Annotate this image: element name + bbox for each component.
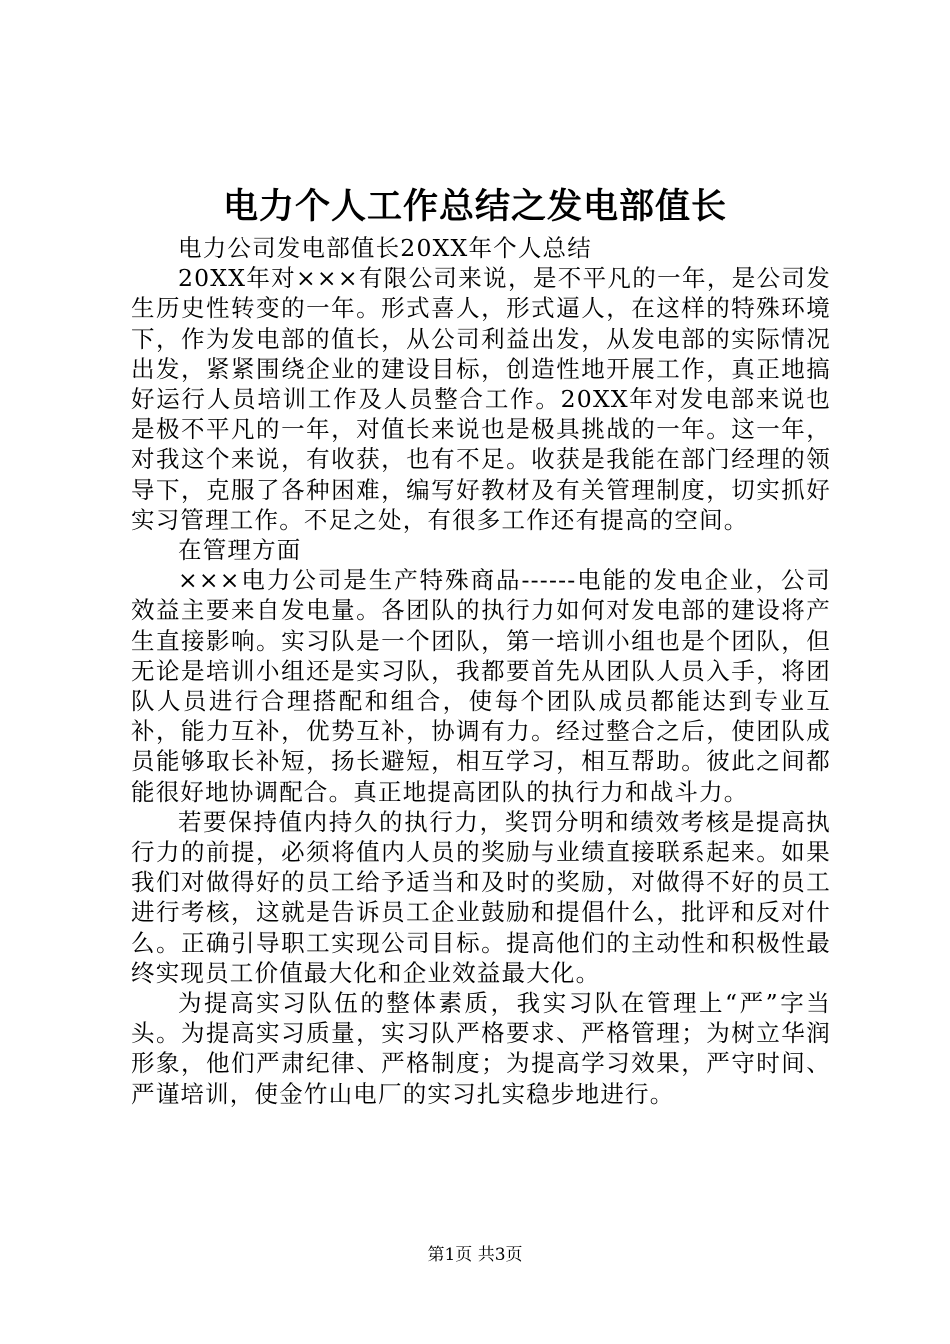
page-number-footer: 第1页 共3页 [427,1245,523,1265]
paragraph-quality: 为提高实习队伍的整体素质，我实习队在管理上“严”字当头。为提高实习质量，实习队严格要求、严格管理；为树立华润形象，他们严肃纪律、严格制度；为提高学习效果，严守时间、严谨培训，使金竹山电厂的实习扎实稳步地进行。 [131,989,831,1108]
paragraph-performance: 若要保持值内持久的执行力，奖罚分明和绩效考核是提高执行力的前提，必须将值内人员的奖励与业绩直接联系起来。如果我们对做得好的员工给予适当和及时的奖励，对做得不好的员工进行考核，这就是告诉员工企业鼓励和提倡什么，批评和反对什么。正确引导职工实现公司目标。提高他们的主动性和积极性最终实现员工价值最大化和企业效益最大化。 [131,807,831,987]
section-heading-management: 在管理方面 [178,536,302,565]
paragraph-team: ×××电力公司是生产特殊商品------电能的发电企业，公司效益主要来自发电量。各团队的执行力如何对发电部的建设将产生直接影响。实习队是一个团队，第一培训小组也是个团队，但无论是培训小组还是实习队，我都要首先从团队人员入手，将团队人员进行合理搭配和组合，使每个团队成员都能达到专业互补，能力互补，优势互补，协调有力。经过整合之后，使团队成员能够取长补短，扬长避短，相互学习，相互帮助。彼此之间都能很好地协调配合。真正地提高团队的执行力和战斗力。 [131,566,831,806]
document-body [131,233,831,1109]
paragraph-intro: 20XX年对×××有限公司来说，是不平凡的一年，是公司发生历史性转变的一年。形式喜人，形式逼人，在这样的特殊环境下，作为发电部的值长，从公司利益出发，从发电部的实际情况出发，紧紧围绕企业的建设目标，创造性地开展工作，真正地搞好运行人员培训工作及人员整合工作。20XX年对发电部来说也是极不平凡的一年，对值长来说也是极具挑战的一年。这一年，对我这个来说，有收获，也有不足。收获是我能在部门经理的领导下，克服了各种困难，编写好教材及有关管理制度，切实抓好实习管理工作。不足之处，有很多工作还有提高的空间。 [131,264,831,534]
document-subtitle: 电力公司发电部值长20XX年个人总结 [178,234,592,262]
document-title: 电力个人工作总结之发电部值长 [222,186,727,227]
